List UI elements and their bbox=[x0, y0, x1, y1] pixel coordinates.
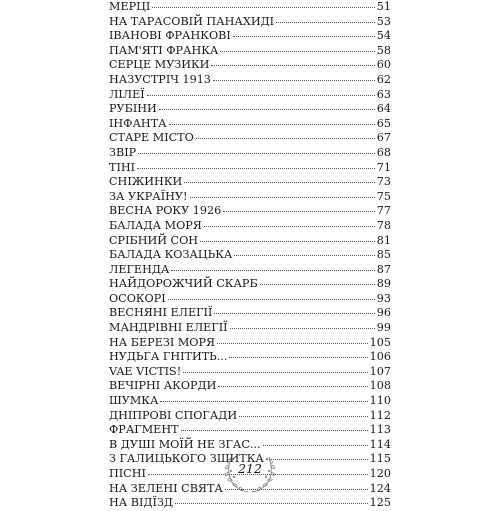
dot-leader bbox=[276, 21, 375, 23]
dot-leader bbox=[218, 385, 367, 387]
toc-entry bbox=[109, 248, 391, 263]
toc-entry bbox=[109, 161, 391, 176]
toc-entry bbox=[109, 117, 391, 132]
toc-entry-title: ПІСНІ bbox=[109, 467, 146, 480]
toc-entry bbox=[109, 394, 391, 409]
dot-leader bbox=[181, 429, 368, 431]
dot-leader bbox=[230, 327, 375, 329]
toc-entry-page: 89 bbox=[376, 277, 391, 291]
toc-entry-title: ФРАГМЕНТ bbox=[109, 423, 179, 437]
toc-entry bbox=[109, 88, 391, 103]
toc-entry-page: 53 bbox=[376, 14, 391, 28]
toc-entry bbox=[109, 204, 391, 219]
dot-leader bbox=[214, 312, 374, 314]
toc-entry bbox=[109, 234, 391, 249]
dot-leader bbox=[204, 225, 375, 227]
toc-entry-page: 120 bbox=[369, 467, 391, 480]
toc-entry-page: 63 bbox=[376, 87, 391, 101]
toc-entry-title: ПАМ'ЯТІ ФРАНКА bbox=[109, 43, 219, 57]
toc-entry bbox=[109, 277, 391, 292]
toc-entry-page: 108 bbox=[369, 379, 391, 393]
toc-entry-title: СЕРЦЕ МУЗИКИ bbox=[109, 58, 210, 72]
toc-entry bbox=[109, 29, 391, 44]
toc-entry-page: 112 bbox=[369, 408, 391, 422]
dot-leader bbox=[152, 6, 374, 8]
toc-entry-title: ДНІПРОВІ СПОГАДИ bbox=[109, 408, 238, 422]
toc-entry bbox=[109, 306, 391, 321]
toc-entry bbox=[109, 321, 391, 336]
toc-entry-title: ВЕСНЯНІ ЕЛЕГІЇ bbox=[109, 306, 213, 320]
toc-entry-page: 93 bbox=[376, 291, 391, 305]
toc-entry bbox=[109, 263, 391, 278]
toc-entry bbox=[109, 190, 391, 205]
dot-leader bbox=[234, 254, 374, 256]
toc-entry bbox=[109, 146, 391, 161]
toc-entry-title: МЕРЦІ bbox=[109, 0, 151, 13]
toc-entry-title: СТАРЕ МІСТО bbox=[109, 131, 194, 145]
dot-leader bbox=[169, 123, 375, 125]
toc-entry-title: ЗВІР bbox=[109, 145, 137, 159]
toc-entry bbox=[109, 175, 391, 190]
toc-entry-title: НА ВІДЇЗД bbox=[109, 496, 174, 510]
dot-leader bbox=[168, 298, 375, 300]
toc-entry bbox=[109, 44, 391, 59]
toc-entry-title: ЛІЛЕЇ bbox=[109, 87, 145, 101]
dot-leader bbox=[220, 50, 374, 52]
dot-leader bbox=[239, 415, 367, 417]
toc-entry-page: 73 bbox=[376, 175, 391, 189]
dot-leader bbox=[190, 196, 375, 198]
toc-entry-title: НА ЗЕЛЕНІ СВЯТА bbox=[109, 481, 223, 495]
toc-entry-title: НА ТАРАСОВІЙ ПАНАХИДІ bbox=[109, 14, 275, 28]
dot-leader bbox=[223, 210, 375, 212]
toc-entry-title: ОСОКОРІ bbox=[109, 291, 166, 305]
toc-entry bbox=[109, 58, 391, 73]
toc-entry bbox=[109, 219, 391, 234]
toc-entry-page: 54 bbox=[376, 29, 391, 43]
toc-entry bbox=[109, 336, 391, 351]
toc-entry-page: 87 bbox=[376, 262, 391, 276]
dot-leader bbox=[263, 444, 368, 446]
toc-entry-title: VAE VICTIS! bbox=[109, 364, 182, 378]
dot-leader bbox=[196, 137, 375, 139]
toc-entry-title: ЛЕГЕНДА bbox=[109, 262, 170, 276]
toc-entry-title: НА БЕРЕЗІ МОРЯ bbox=[109, 335, 216, 349]
page-number: 212 bbox=[238, 461, 262, 476]
toc-entry-page: 81 bbox=[376, 233, 391, 247]
dot-leader bbox=[184, 181, 375, 183]
toc-entry bbox=[109, 131, 391, 146]
dot-leader bbox=[233, 35, 375, 37]
toc-entry-page: 77 bbox=[376, 204, 391, 218]
toc-entry-page: 51 bbox=[376, 0, 391, 13]
toc-entry-page: 75 bbox=[376, 189, 391, 203]
toc-entry-page: 115 bbox=[369, 452, 391, 466]
dot-leader bbox=[138, 152, 375, 154]
toc-entry bbox=[109, 423, 391, 438]
toc-entry-title: НУДЬГА ГНІТИТЬ... bbox=[109, 350, 228, 364]
toc-entry-page: 62 bbox=[376, 72, 391, 86]
toc-entry-page: 106 bbox=[369, 350, 391, 364]
toc-entry-title: ІНФАНТА bbox=[109, 116, 167, 130]
toc-entry-page: 85 bbox=[376, 248, 391, 262]
toc-entry-title: ВЕСНА РОКУ 1926 bbox=[109, 204, 222, 218]
dot-leader bbox=[211, 64, 374, 66]
toc-entry-title: З ГАЛИЦЬКОГО ЗШИТКА bbox=[109, 452, 264, 466]
toc-entry-page: 125 bbox=[369, 496, 391, 510]
dot-leader bbox=[213, 79, 375, 81]
toc-entry-page: 105 bbox=[369, 335, 391, 349]
dot-leader bbox=[175, 502, 368, 504]
toc-entry-title: СРІБНИЙ СОН bbox=[109, 233, 199, 247]
toc-entry bbox=[109, 15, 391, 30]
toc-entry-page: 113 bbox=[369, 423, 391, 437]
toc-entry-title: ЗА УКРАЇНУ! bbox=[109, 189, 188, 203]
dot-leader bbox=[229, 356, 367, 358]
toc-entry-title: МАНДРІВНІ ЕЛЕГІЇ bbox=[109, 321, 228, 335]
toc-entry-page: 67 bbox=[376, 131, 391, 145]
dot-leader bbox=[160, 400, 367, 402]
toc-entry-page: 71 bbox=[376, 160, 391, 174]
dot-leader bbox=[171, 269, 374, 271]
toc-entry-page: 64 bbox=[376, 102, 391, 116]
dot-leader bbox=[159, 108, 375, 110]
toc-entry-title: ВЕЧІРНІ АКОРДИ bbox=[109, 379, 217, 393]
toc-entry-page: 65 bbox=[376, 116, 391, 130]
toc-entry-title: РУБІНИ bbox=[109, 102, 157, 116]
toc-entry-page: 114 bbox=[369, 437, 391, 451]
dot-leader bbox=[200, 240, 375, 242]
toc-entry bbox=[109, 292, 391, 307]
toc-entry-title: СНІЖИНКИ bbox=[109, 175, 183, 189]
toc-entry-page: 58 bbox=[376, 43, 391, 57]
toc-entry-title: ШУМКА bbox=[109, 394, 159, 408]
table-of-contents bbox=[109, 0, 391, 511]
toc-entry bbox=[109, 0, 391, 15]
toc-entry-title: НАЗУСТРІЧ 1913 bbox=[109, 72, 211, 86]
toc-entry-title: В ДУШІ МОЇЙ НЕ ЗГАС... bbox=[109, 437, 261, 451]
toc-entry-page: 96 bbox=[376, 306, 391, 320]
toc-entry bbox=[109, 409, 391, 424]
toc-entry bbox=[109, 365, 391, 380]
dot-leader bbox=[183, 371, 367, 373]
toc-entry-title: БАЛАДА КОЗАЦЬКА bbox=[109, 248, 233, 262]
toc-entry bbox=[109, 73, 391, 88]
toc-entry-page: 107 bbox=[369, 364, 391, 378]
toc-entry-page: 110 bbox=[369, 394, 391, 408]
toc-entry-page: 99 bbox=[376, 321, 391, 335]
toc-entry-page: 78 bbox=[376, 218, 391, 232]
dot-leader bbox=[260, 283, 375, 285]
toc-entry-title: ТІНІ bbox=[109, 160, 136, 174]
toc-entry-page: 60 bbox=[376, 58, 391, 72]
toc-entry-title: БАЛАДА МОРЯ bbox=[109, 218, 202, 232]
toc-entry bbox=[109, 496, 391, 511]
dot-leader bbox=[217, 342, 368, 344]
dot-leader bbox=[137, 167, 375, 169]
toc-entry bbox=[109, 102, 391, 117]
dot-leader bbox=[147, 94, 375, 96]
toc-entry-page: 68 bbox=[376, 145, 391, 159]
toc-entry bbox=[109, 350, 391, 365]
toc-entry bbox=[109, 379, 391, 394]
toc-entry-title: НАЙДОРОЖЧИЙ СКАРБ bbox=[109, 277, 258, 291]
toc-entry-title: ІВАНОВІ ФРАНКОВІ bbox=[109, 29, 231, 43]
toc-entry-page: 124 bbox=[369, 481, 391, 495]
